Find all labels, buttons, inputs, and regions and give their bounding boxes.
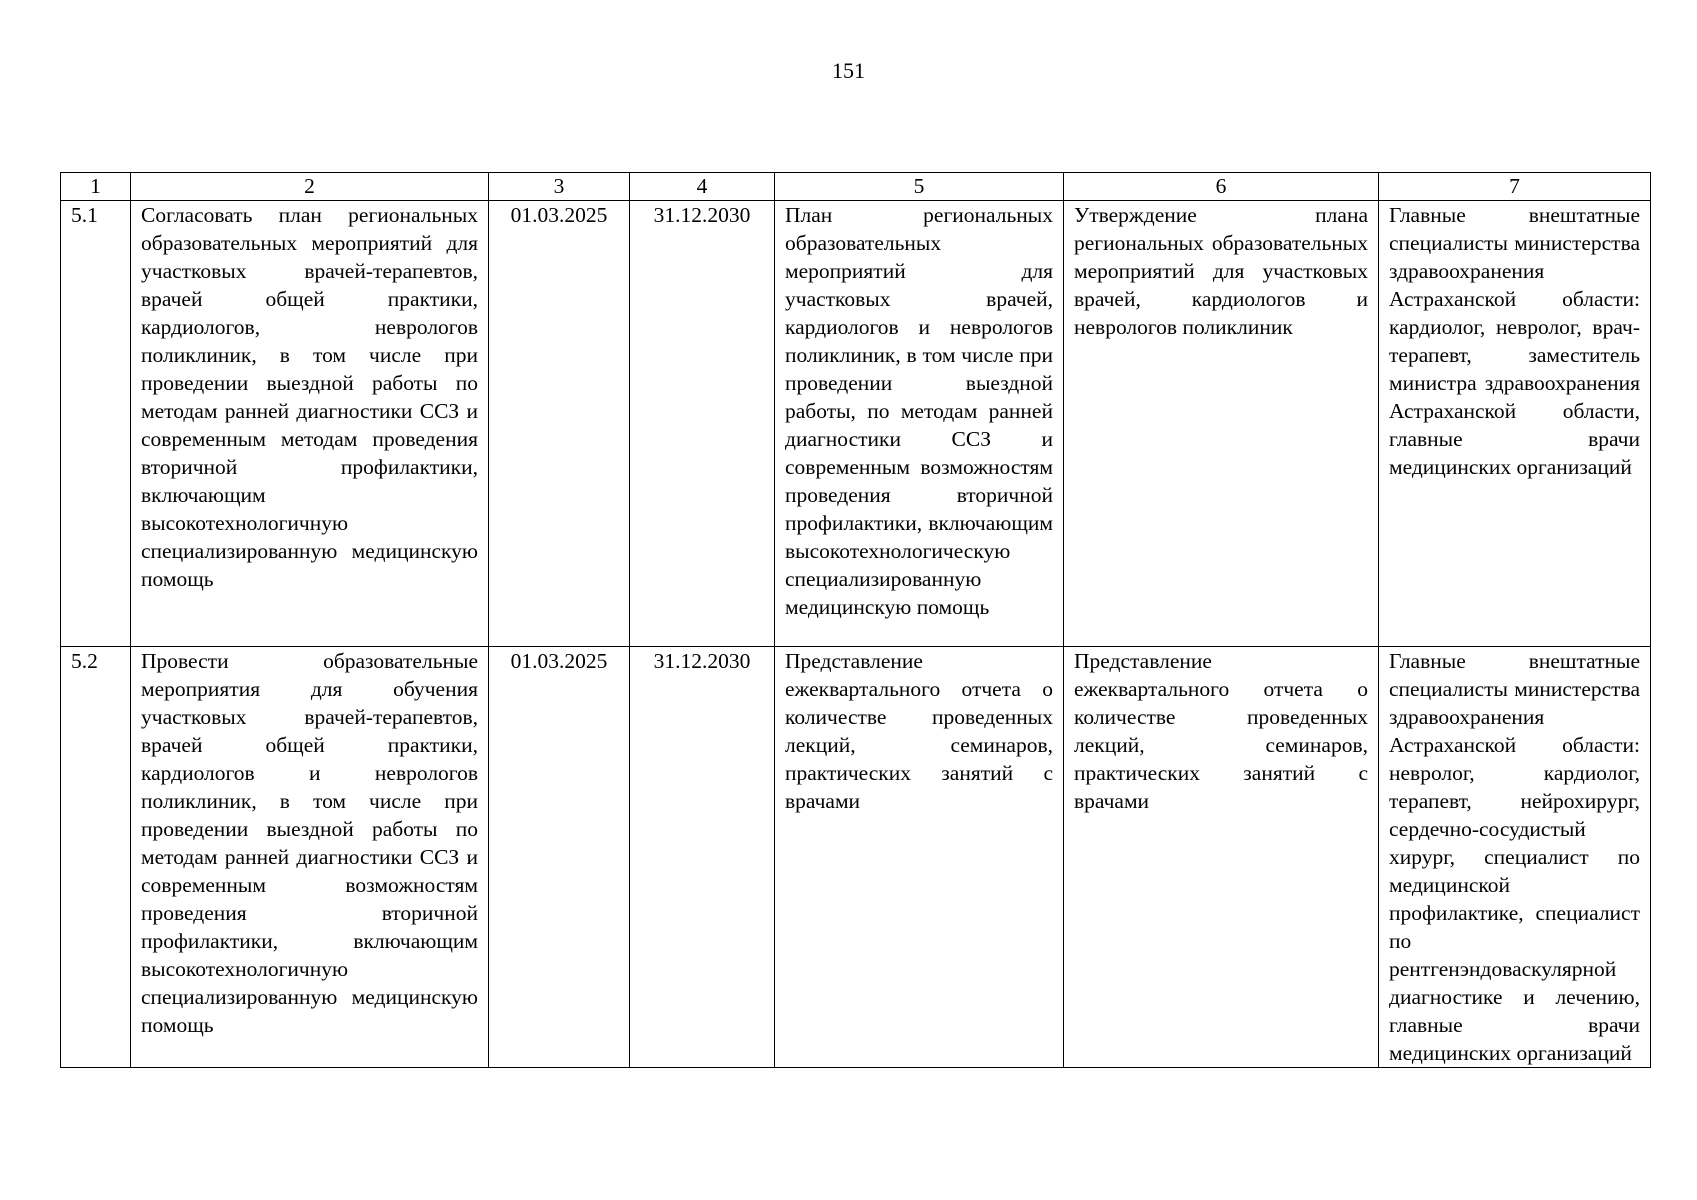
column-header: 7 — [1379, 173, 1651, 201]
result-cell: План региональных образовательных мероприятий для участковых врачей, кардиологов и неврологов поликлиник, в том числе при проведении выездной работы, по методам ранней диагностики ССЗ и современным возможностям проведения вторичной профилактики, включающим высокотехнологическую специализированную медицинскую помощь — [775, 201, 1064, 647]
responsible-cell: Главные внештатные специалисты министерства здравоохранения Астраханской области: невролог, кардиолог, терапевт, нейрохирург, сердечно-сосудистый хирург, специалист по медицинской профилактике, специалист по рентгенэндоваскулярной диагностике и лечению, главные врачи медицинских организаций — [1379, 647, 1651, 1068]
column-header: 6 — [1064, 173, 1379, 201]
column-header: 1 — [61, 173, 131, 201]
task-cell: Согласовать план региональных образовательных мероприятий для участковых врачей-терапевтов, врачей общей практики, кардиологов, неврологов поликлиник, в том числе при проведении выездной работы по методам ранней диагностики ССЗ и современным методам проведения вторичной профилактики, включающим высокотехнологичную специализированную медицинскую помощь — [131, 201, 489, 647]
column-header: 4 — [630, 173, 775, 201]
column-header: 5 — [775, 173, 1064, 201]
result-cell: Представление ежеквартального отчета о количестве проведенных лекций, семинаров, практических занятий с врачами — [775, 647, 1064, 1068]
page-number: 151 — [832, 58, 865, 83]
column-header: 3 — [489, 173, 630, 201]
table-header-row — [61, 173, 1651, 201]
responsible-cell: Главные внештатные специалисты министерства здравоохранения Астраханской области: кардиолог, невролог, врач-терапевт, заместитель министра здравоохранения Астраханской области, главные врачи медицинских организаций — [1379, 201, 1651, 647]
item-number: 5.2 — [61, 647, 131, 1068]
indicator-cell: Утверждение плана региональных образовательных мероприятий для участковых врачей, кардиологов и неврологов поликлиник — [1064, 201, 1379, 647]
start-date-cell: 01.03.2025 — [489, 647, 630, 1068]
table-row — [61, 647, 1651, 1068]
table-row — [61, 201, 1651, 647]
end-date-cell: 31.12.2030 — [630, 647, 775, 1068]
column-header: 2 — [131, 173, 489, 201]
activities-table — [60, 172, 1651, 1068]
indicator-cell: Представление ежеквартального отчета о количестве проведенных лекций, семинаров, практических занятий с врачами — [1064, 647, 1379, 1068]
item-number: 5.1 — [61, 201, 131, 647]
end-date-cell: 31.12.2030 — [630, 201, 775, 647]
task-cell: Провести образовательные мероприятия для обучения участковых врачей-терапевтов, врачей общей практики, кардиологов и неврологов поликлиник, в том числе при проведении выездной работы по методам ранней диагностики ССЗ и современным возможностям проведения вторичной профилактики, включающим высокотехнологичную специализированную медицинскую помощь — [131, 647, 489, 1068]
start-date-cell: 01.03.2025 — [489, 201, 630, 647]
